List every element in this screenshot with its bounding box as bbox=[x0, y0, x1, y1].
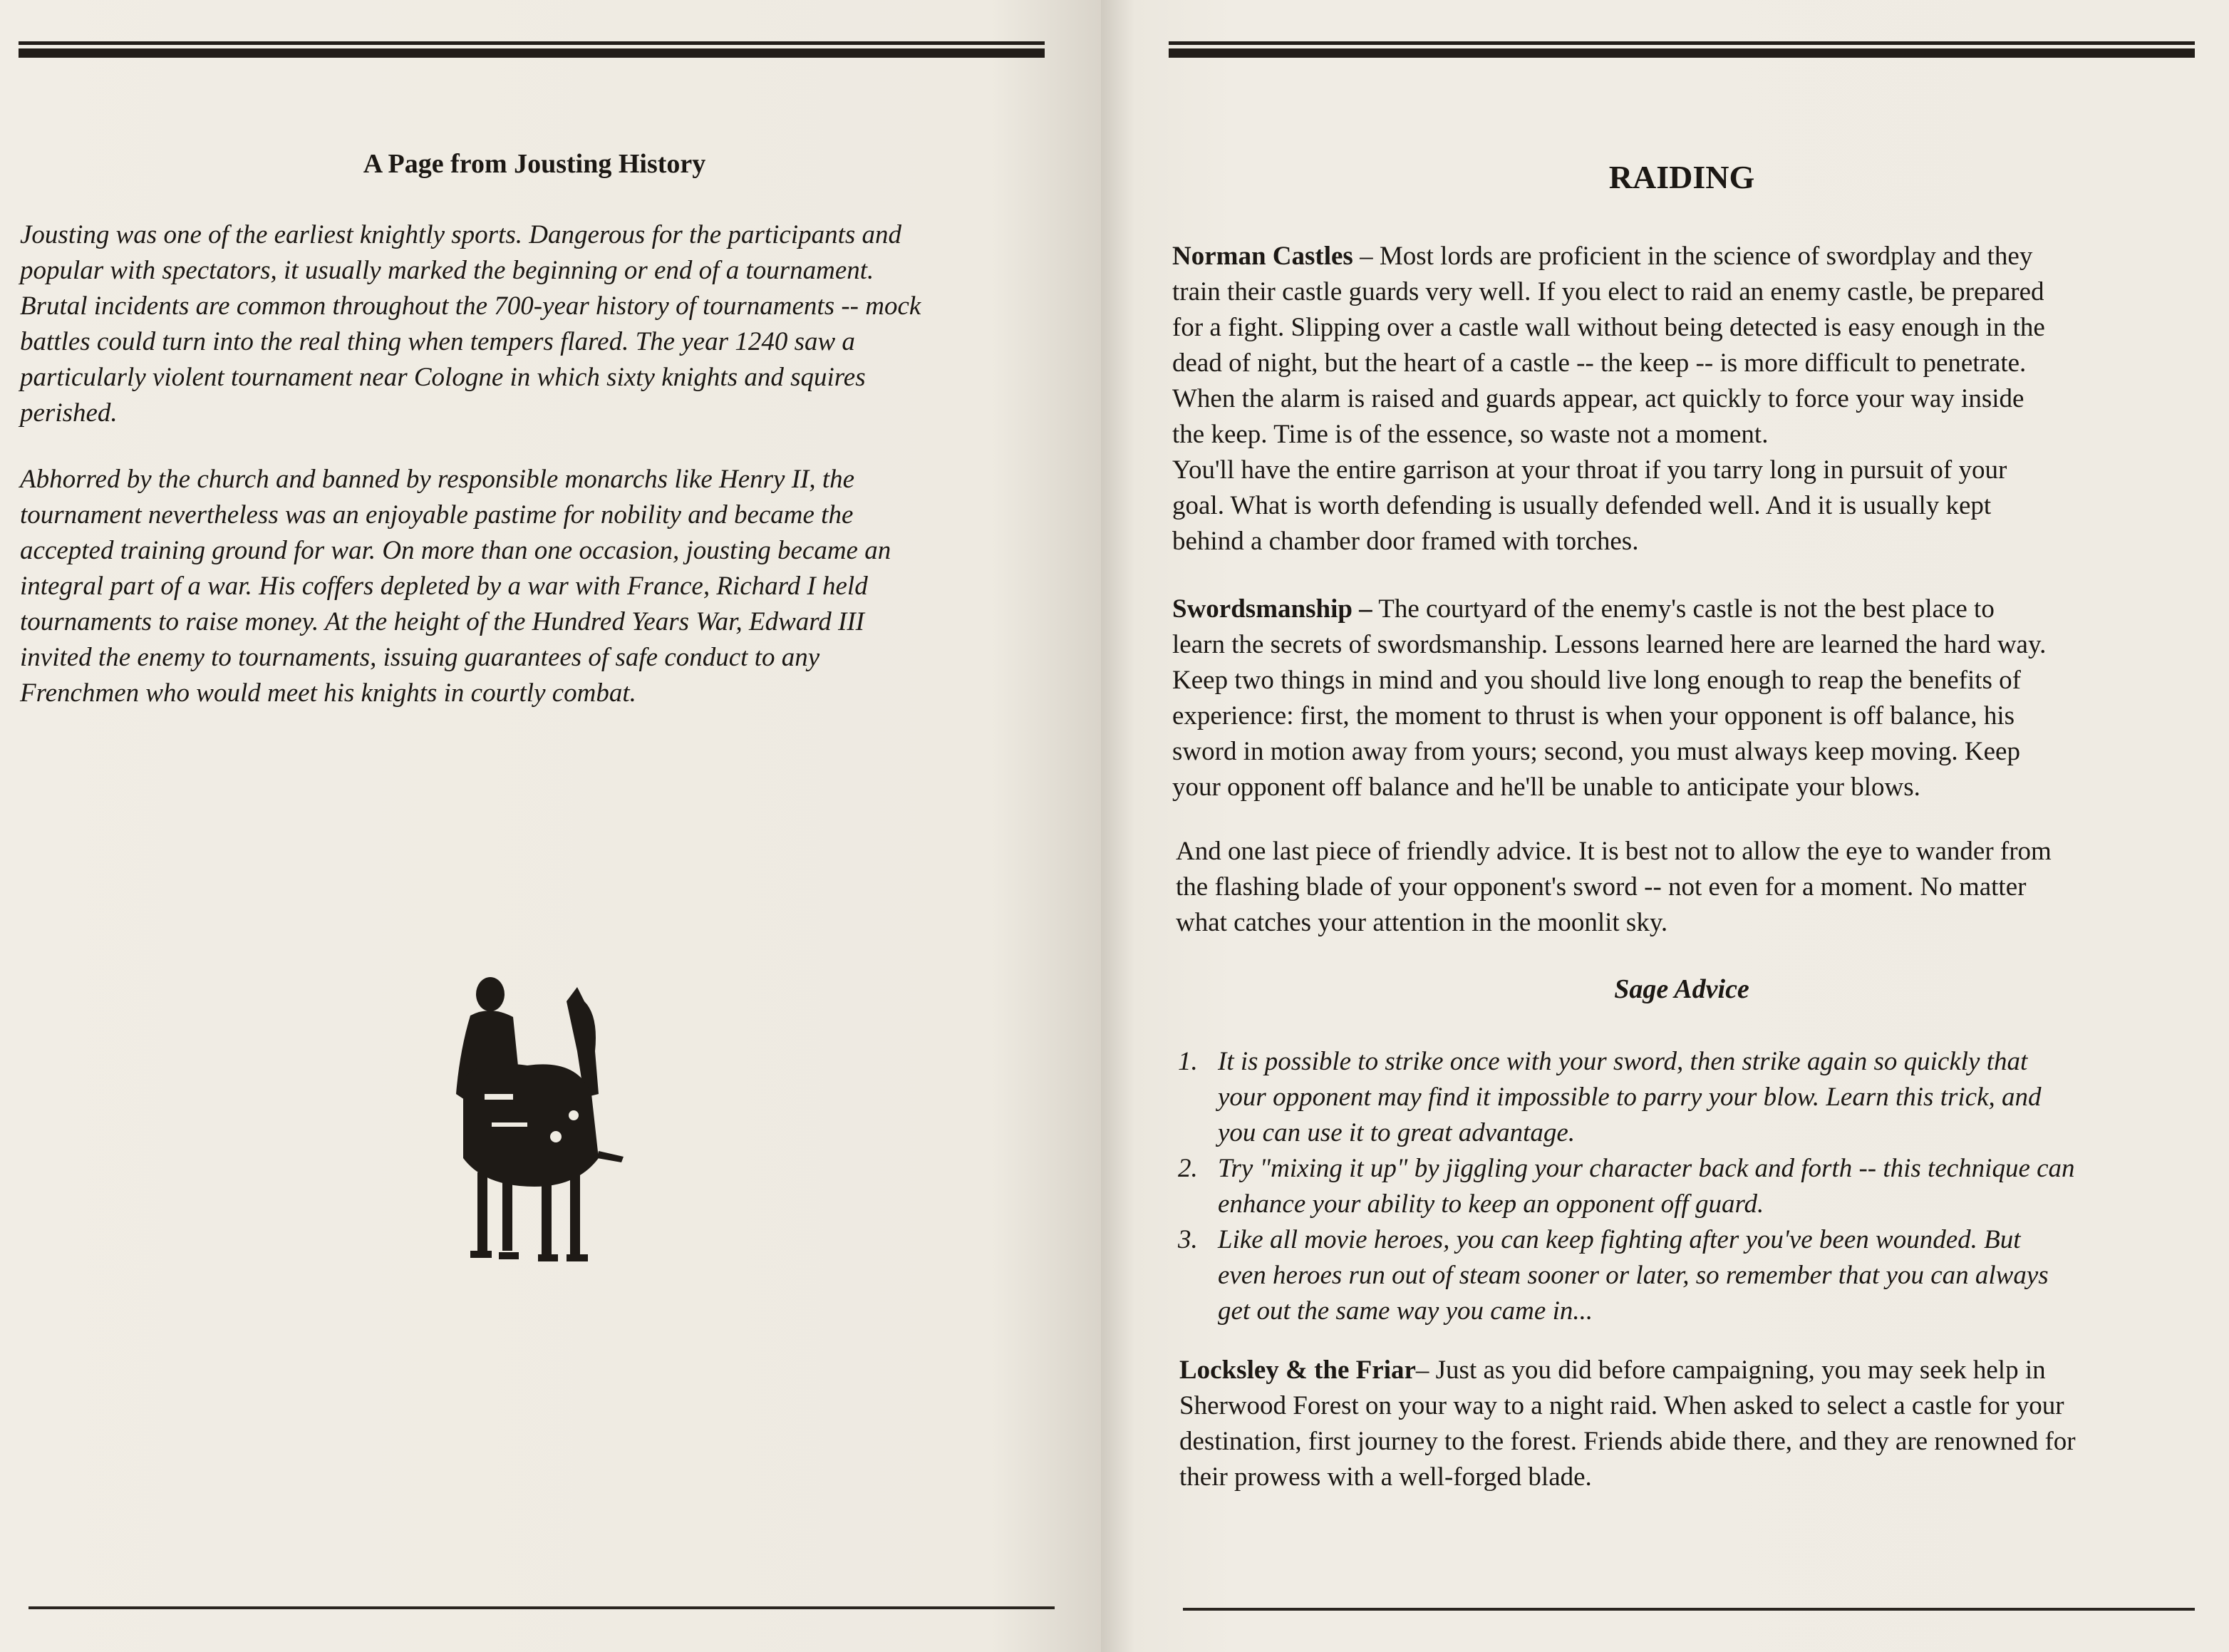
text-line: Keep two things in mind and you should live long enough to reap the benefits of bbox=[1172, 666, 2021, 695]
text-line: particularly violent tournament near Cologne in which sixty knights and squires bbox=[20, 363, 866, 392]
top-rule-thick bbox=[1169, 48, 2195, 58]
text-line: perished. bbox=[20, 398, 118, 428]
text-line: behind a chamber door framed with torches. bbox=[1172, 527, 1639, 556]
paragraph-1 bbox=[20, 217, 921, 431]
text-line: goal. What is worth defending is usually defended well. And it is usually kept bbox=[1172, 491, 1992, 520]
text-line: Like all movie heroes, you can keep fighting after you've been wounded. But bbox=[1218, 1225, 2021, 1254]
left-page bbox=[0, 0, 1101, 1652]
text-line: – Just as you did before campaigning, you may seek help in bbox=[1415, 1356, 2046, 1385]
text-line: enhance your ability to keep an opponent off guard. bbox=[1218, 1189, 1764, 1219]
swordsmanship-label: Swordsmanship – bbox=[1172, 594, 1372, 624]
swordsmanship-paragraph bbox=[1172, 592, 2046, 805]
text-line: for a fight. Slipping over a castle wall without being detected is easy enough in the bbox=[1172, 313, 2045, 342]
list-item bbox=[1178, 1151, 2075, 1222]
text-line: their prowess with a well-forged blade. bbox=[1179, 1462, 1592, 1492]
text-line: the keep. Time is of the essence, so waste not a moment. bbox=[1172, 420, 1769, 449]
text-line: And one last piece of friendly advice. It is best not to allow the eye to wander from bbox=[1176, 837, 2052, 866]
sage-advice-list bbox=[1178, 1044, 2075, 1329]
page-title: A Page from Jousting History bbox=[363, 149, 706, 179]
text-line: tournaments to raise money. At the height of the Hundred Years War, Edward III bbox=[20, 607, 864, 636]
norman-castles-paragraph bbox=[1172, 239, 2045, 559]
text-line: dead of night, but the heart of a castle -- the keep -- is more difficult to penetrate. bbox=[1172, 349, 2027, 378]
text-line: Brutal incidents are common throughout the 700-year history of tournaments -- mock bbox=[20, 291, 921, 321]
text-line: learn the secrets of swordsmanship. Lessons learned here are learned the hard way. bbox=[1172, 630, 2047, 659]
text-line: accepted training ground for war. On more than one occasion, jousting became an bbox=[20, 536, 891, 565]
text-line: you can use it to great advantage. bbox=[1218, 1118, 1576, 1147]
text-line: tournament nevertheless was an enjoyable pastime for nobility and became the bbox=[20, 500, 854, 530]
sage-advice-title: Sage Advice bbox=[1614, 974, 1749, 1004]
bottom-rule bbox=[1183, 1608, 2195, 1611]
text-line: train their castle guards very well. If you elect to raid an enemy castle, be prepared bbox=[1172, 277, 2044, 306]
text-line: invited the enemy to tournaments, issuing guarantees of safe conduct to any bbox=[20, 643, 820, 672]
text-line: even heroes run out of steam sooner or later, so remember that you can always bbox=[1218, 1261, 2049, 1290]
text-line: When the alarm is raised and guards appear, act quickly to force your way inside bbox=[1172, 384, 2024, 413]
text-line: your opponent off balance and he'll be unable to anticipate your blows. bbox=[1172, 773, 1920, 802]
text-line: get out the same way you came in... bbox=[1218, 1296, 1593, 1326]
right-page bbox=[1101, 0, 2229, 1652]
top-rule-thin bbox=[1169, 41, 2195, 45]
text-line: destination, first journey to the forest. Friends abide there, and they are renowned for bbox=[1179, 1427, 2076, 1456]
text-line: Frenchmen who would meet his knights in courtly combat. bbox=[20, 678, 636, 708]
text-line: Sherwood Forest on your way to a night raid. When asked to select a castle for your bbox=[1179, 1391, 2064, 1420]
text-line: sword in motion away from yours; second, you must always keep moving. Keep bbox=[1172, 737, 2020, 766]
list-number: 1. bbox=[1178, 1047, 1198, 1076]
advice-paragraph bbox=[1176, 834, 2052, 941]
text-line: Abhorred by the church and banned by responsible monarchs like Henry II, the bbox=[20, 465, 855, 494]
top-rule-thick bbox=[19, 48, 1045, 58]
text-line: – Most lords are proficient in the science of swordplay and they bbox=[1353, 242, 2033, 271]
mounted-knight-illustration bbox=[435, 973, 634, 1279]
text-line: You'll have the entire garrison at your throat if you tarry long in pursuit of your bbox=[1172, 455, 2007, 485]
text-line: what catches your attention in the moonlit sky. bbox=[1176, 908, 1668, 937]
section-title: RAIDING bbox=[1608, 159, 1755, 195]
text-line: Try "mixing it up" by jiggling your character back and forth -- this technique can bbox=[1218, 1154, 2075, 1183]
locksley-label: Locksley & the Friar bbox=[1179, 1356, 1416, 1385]
text-line: The courtyard of the enemy's castle is not the best place to bbox=[1372, 594, 1995, 624]
text-line: the flashing blade of your opponent's sword -- not even for a moment. No matter bbox=[1176, 872, 2027, 902]
text-line: integral part of a war. His coffers depleted by a war with France, Richard I held bbox=[20, 572, 868, 601]
locksley-paragraph bbox=[1179, 1353, 2076, 1495]
paragraph-2 bbox=[20, 462, 891, 711]
bottom-rule bbox=[29, 1606, 1055, 1609]
list-number: 3. bbox=[1178, 1225, 1198, 1254]
top-rule-thin bbox=[19, 41, 1045, 45]
list-item bbox=[1178, 1044, 2075, 1151]
norman-castles-label: Norman Castles bbox=[1172, 242, 1353, 271]
text-line: battles could turn into the real thing when tempers flared. The year 1240 saw a bbox=[20, 327, 855, 356]
text-line: popular with spectators, it usually marked the beginning or end of a tournament. bbox=[20, 256, 874, 285]
text-line: It is possible to strike once with your sword, then strike again so quickly that bbox=[1218, 1047, 2028, 1076]
text-line: your opponent may find it impossible to parry your blow. Learn this trick, and bbox=[1218, 1083, 2042, 1112]
list-number: 2. bbox=[1178, 1154, 1198, 1183]
text-line: Jousting was one of the earliest knightly sports. Dangerous for the participants and bbox=[20, 220, 902, 249]
list-item bbox=[1178, 1222, 2075, 1329]
text-line: experience: first, the moment to thrust is when your opponent is off balance, his bbox=[1172, 701, 2015, 731]
